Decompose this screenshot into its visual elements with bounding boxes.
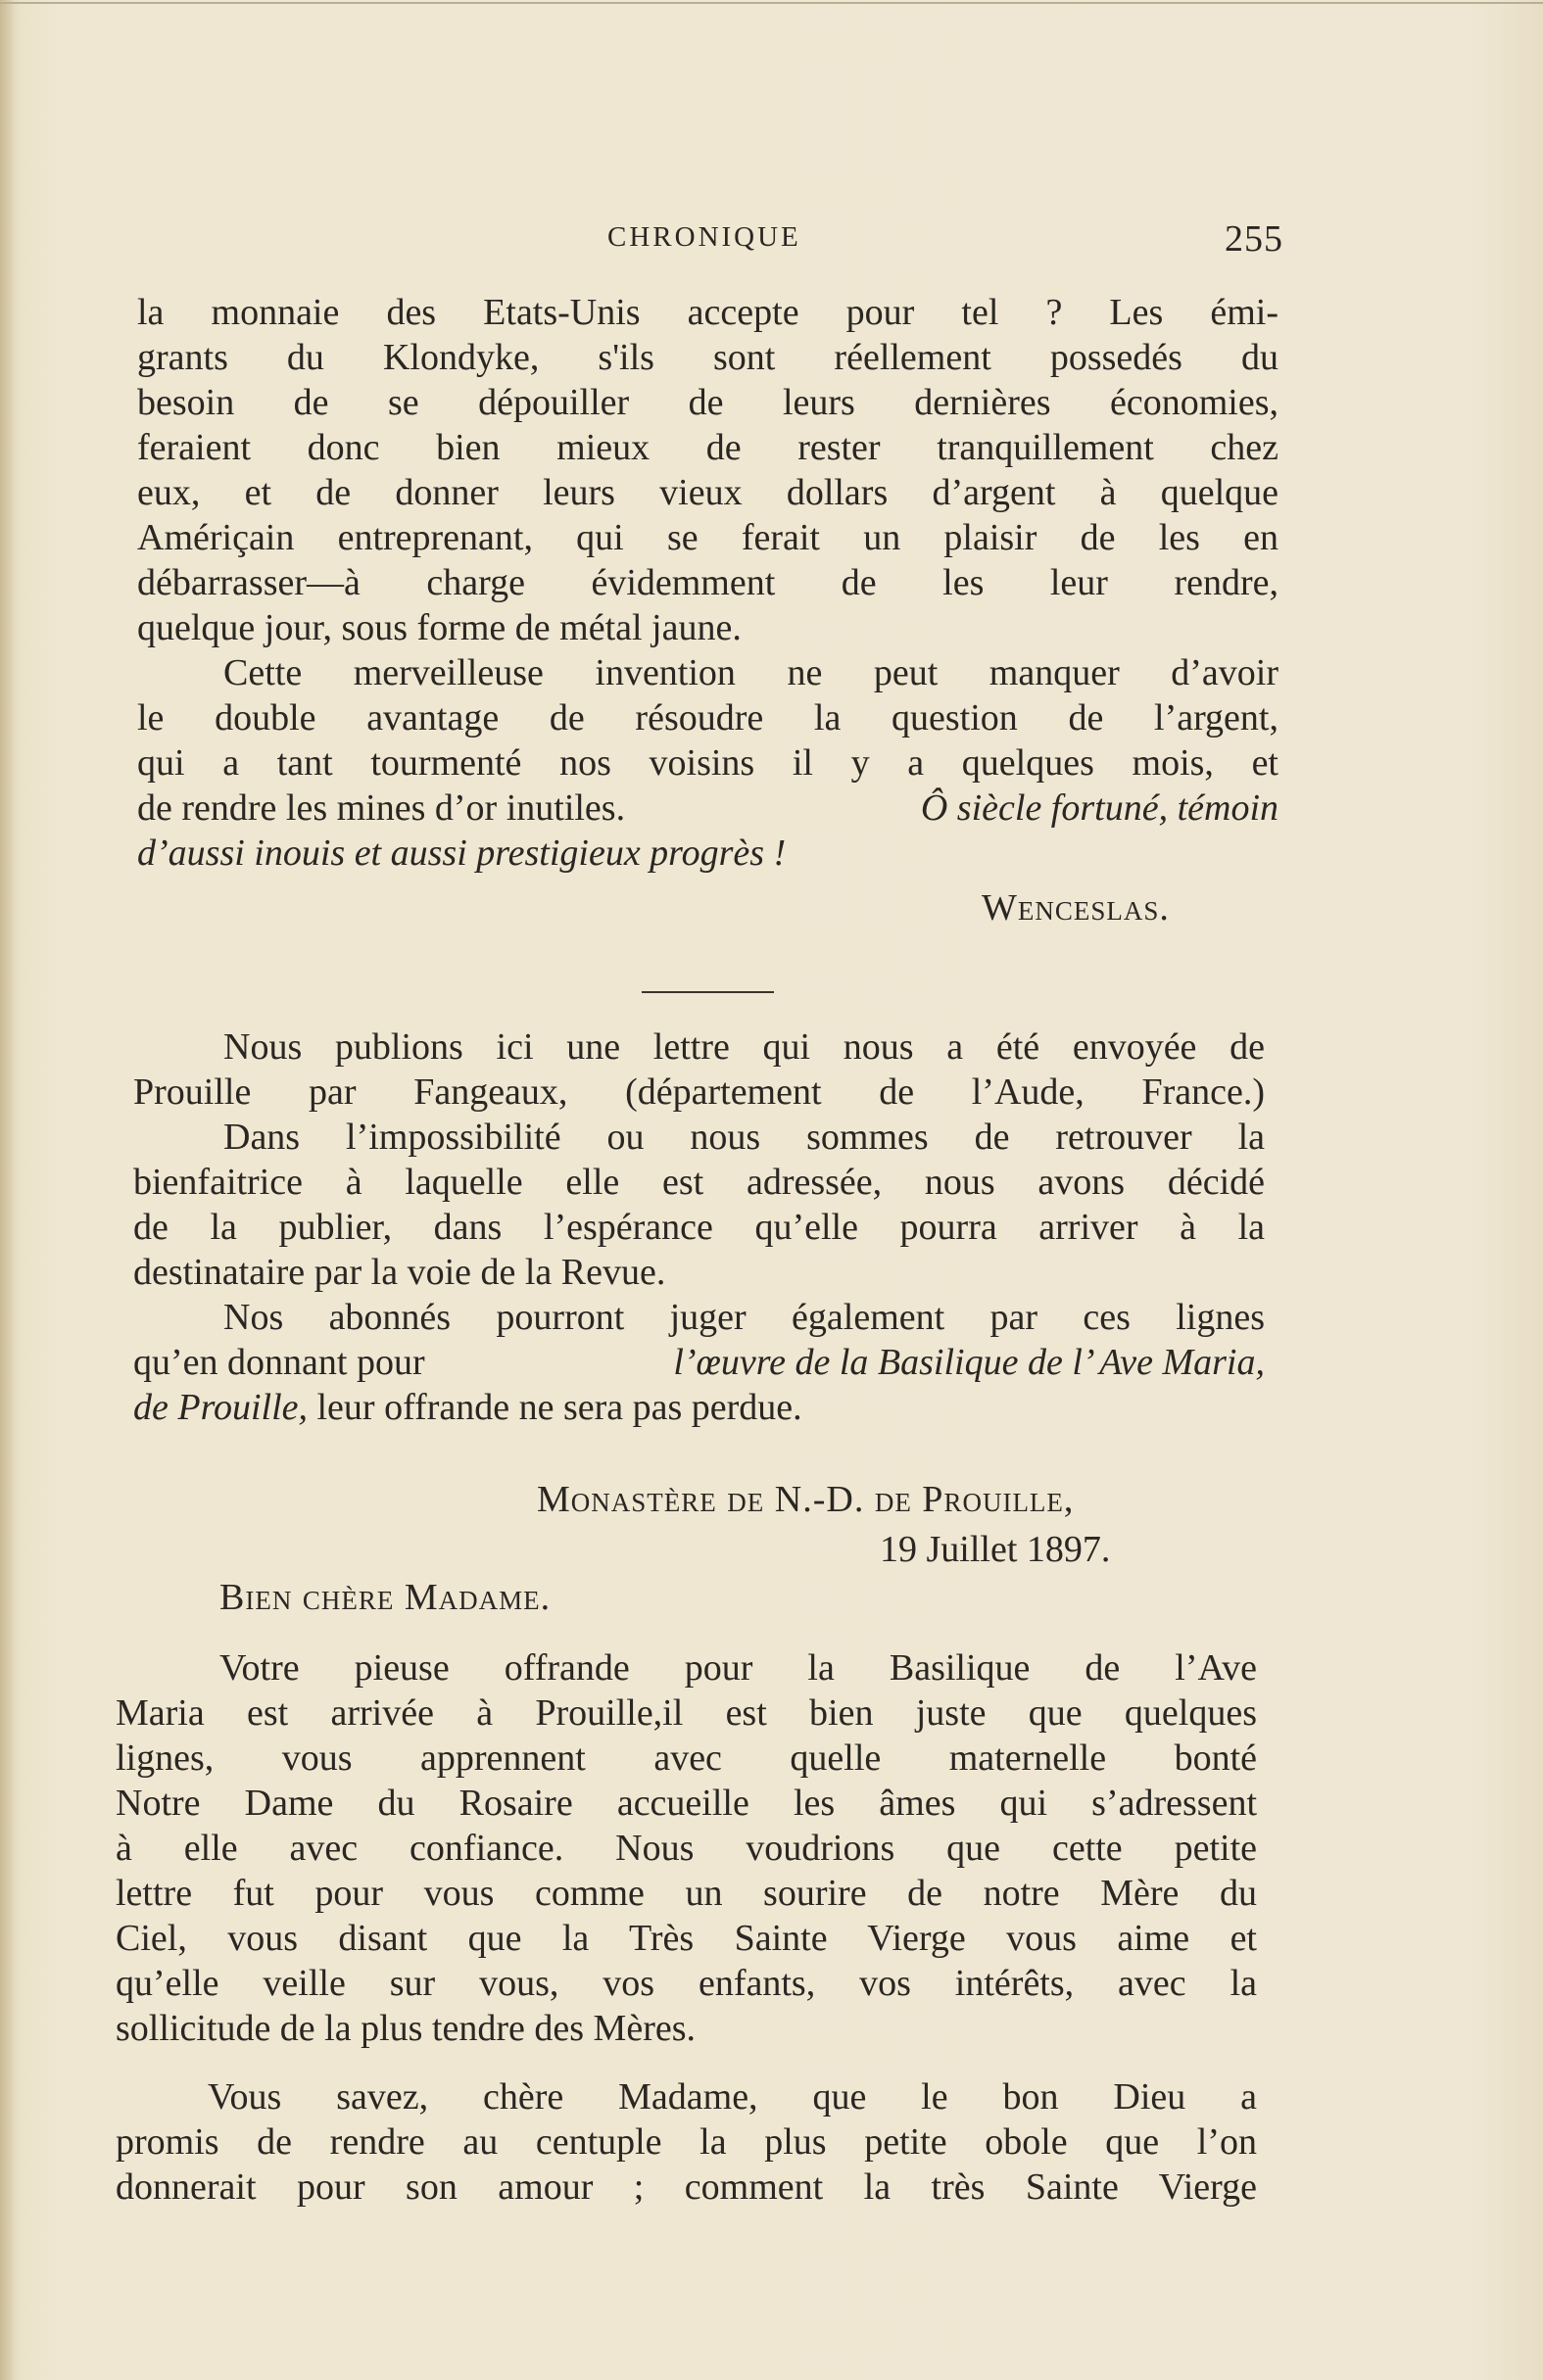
section-divider: [642, 991, 774, 993]
letter-salutation: Bien chère Madame.: [219, 1577, 552, 1618]
text-line: destinataire par la voie de la Revue.: [133, 1252, 666, 1293]
text-line: lettre fut pour vous comme un sourire de notre Mère du: [116, 1873, 1257, 1914]
text-run: de rendre les mines d’or inutiles.: [137, 787, 626, 829]
letter-place: Monastère de N.-D. de Prouille,: [537, 1479, 1075, 1520]
paragraph-start-line: Votre pieuse offrande pour la Basilique de l’Ave: [219, 1647, 1257, 1689]
author-signature: Wenceslas.: [982, 887, 1170, 928]
text-line: Prouille par Fangeaux, (département de l’Aude, France.): [133, 1071, 1265, 1113]
text-line: Notre Dame du Rosaire accueille les âmes qui s’adressent: [116, 1783, 1257, 1824]
running-title: CHRONIQUE: [607, 221, 801, 253]
text-line: qui a tant tourmenté nos voisins il y a quelques mois, et: [137, 742, 1278, 784]
paragraph-start-line: Vous savez, chère Madame, que le bon Dieu a: [208, 2076, 1257, 2118]
text-line: grants du Klondyke, s'ils sont réellement possedés du: [137, 337, 1278, 378]
mixed-line: [133, 1385, 1543, 1430]
page-top-edge: [0, 2, 1543, 4]
letter-date: 19 Juillet 1897.: [880, 1529, 1111, 1570]
page-header: [127, 217, 1283, 266]
text-line: sollicitude de la plus tendre des Mères.: [116, 2008, 697, 2049]
italic-exclamation-start: Ô siècle fortuné, témoin: [920, 787, 1278, 829]
text-line: promis de rendre au centuple la plus petite obole que l’on: [116, 2121, 1257, 2163]
text-run: qu’en donnant pour: [133, 1342, 425, 1383]
text-line: Maria est arrivée à Prouille,il est bien juste que quelques: [116, 1692, 1257, 1734]
page-number: 255: [1225, 218, 1283, 260]
text-line: eux, et de donner leurs vieux dollars d’argent à quelque: [137, 472, 1278, 513]
paragraph-start-line: Nous publions ici une lettre qui nous a été envoyée de: [223, 1026, 1265, 1068]
text-line: de la publier, dans l’espérance qu’elle pourra arriver à la: [133, 1207, 1265, 1248]
text-line: bienfaitrice à laquelle elle est adressée, nous avons décidé: [133, 1162, 1265, 1203]
text-run: leur offrande ne sera pas perdue.: [316, 1387, 802, 1428]
text-line: la monnaie des Etats-Unis accepte pour tel ? Les émi-: [137, 292, 1278, 333]
mixed-line: [133, 1340, 1265, 1385]
text-line: le double avantage de résoudre la question de l’argent,: [137, 697, 1278, 738]
text-line: feraient donc bien mieux de rester tranquillement chez: [137, 427, 1278, 468]
text-line: Amériçain entreprenant, qui se ferait un plaisir de les en: [137, 517, 1278, 558]
text-line: qu’elle veille sur vous, vos enfants, vos intérêts, avec la: [116, 1963, 1257, 2004]
mixed-line: [137, 785, 1278, 831]
text-line: débarrasser—à charge évidemment de les leur rendre,: [137, 562, 1278, 603]
italic-exclamation-end: d’aussi inouis et aussi prestigieux progrès !: [137, 833, 787, 874]
text-line: à elle avec confiance. Nous voudrions que cette petite: [116, 1828, 1257, 1869]
paragraph-start-line: Dans l’impossibilité ou nous sommes de retrouver la: [223, 1117, 1265, 1158]
italic-basilica-title: l’œuvre de la Basilique de l’ Ave Maria,: [673, 1342, 1265, 1383]
text-line: Ciel, vous disant que la Très Sainte Vierge vous aime et: [116, 1918, 1257, 1959]
italic-place-name: de Prouille,: [133, 1387, 308, 1428]
book-spine-shadow: [0, 0, 14, 2380]
paragraph-start-line: Nos abonnés pourront juger également par ces lignes: [223, 1297, 1265, 1338]
paragraph-start-line: Cette merveilleuse invention ne peut manquer d’avoir: [223, 652, 1278, 693]
text-line: donnerait pour son amour ; comment la très Sainte Vierge: [116, 2166, 1257, 2208]
text-line: besoin de se dépouiller de leurs dernières économies,: [137, 382, 1278, 423]
text-line: quelque jour, sous forme de métal jaune.: [137, 607, 742, 648]
text-line: lignes, vous apprennent avec quelle maternelle bonté: [116, 1737, 1257, 1779]
